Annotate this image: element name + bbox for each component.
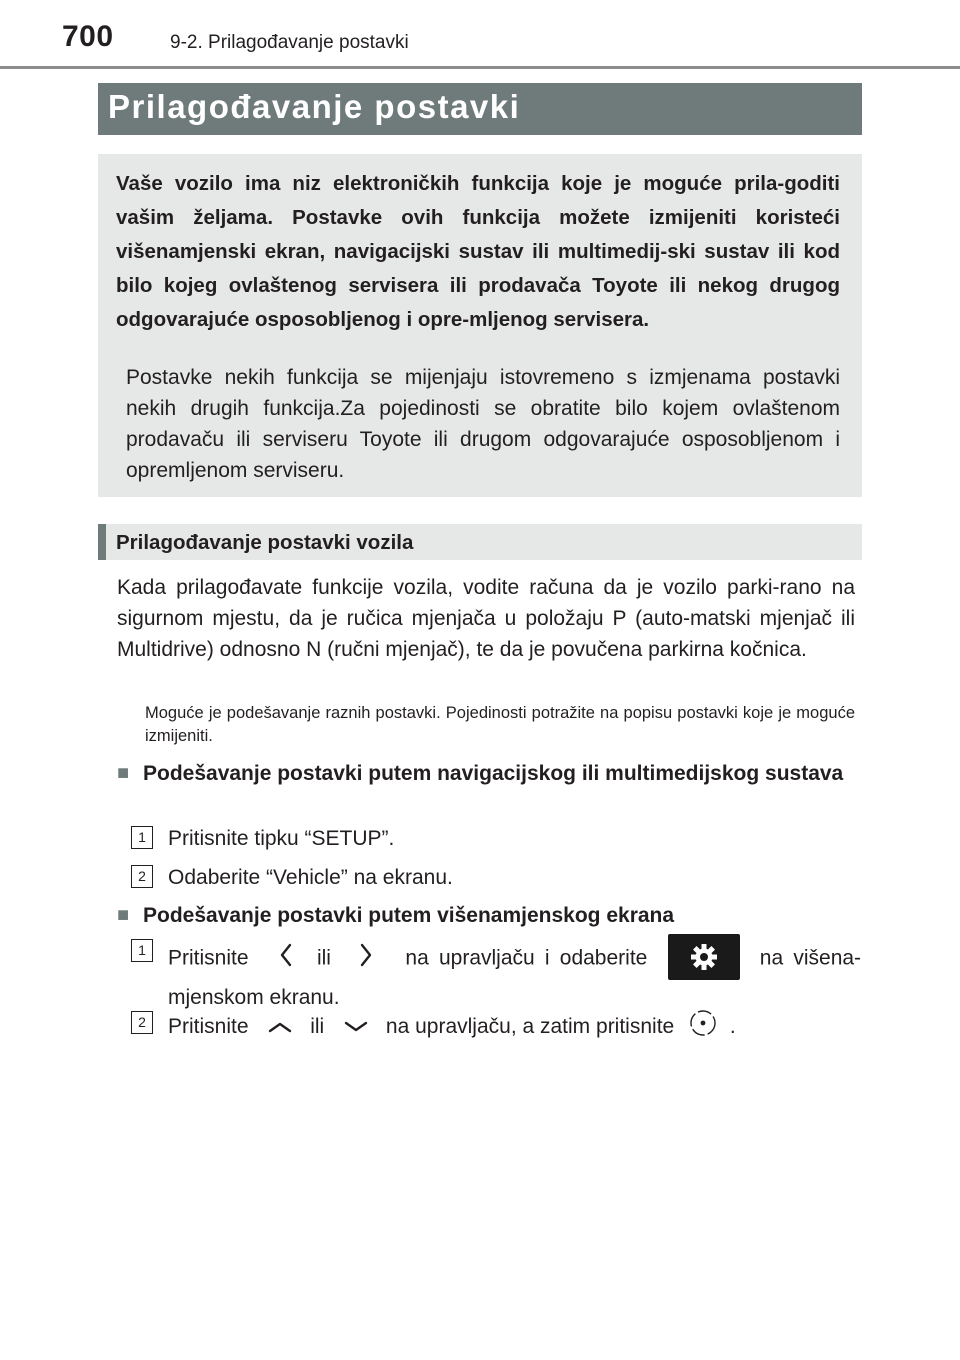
step-text-part: Pritisnite	[168, 1015, 249, 1039]
header-divider	[0, 66, 960, 69]
chevron-down-icon	[342, 1012, 370, 1043]
step-text-part: na upravljaču, a zatim pritisnite	[385, 1015, 675, 1039]
step-text-part: ili	[310, 1015, 325, 1039]
step-item	[131, 823, 861, 854]
step-number: 2	[131, 865, 153, 888]
chevron-right-icon	[359, 942, 373, 977]
step-number: 1	[131, 826, 153, 849]
chevron-up-icon	[266, 1012, 294, 1043]
step-text-part: Pritisnite	[168, 946, 249, 970]
page-number: 700	[62, 20, 114, 53]
bullet-heading-multi-display	[117, 900, 857, 931]
chevron-left-icon	[279, 942, 293, 977]
step-text	[168, 1008, 861, 1047]
section-heading-bar	[98, 524, 862, 560]
step-item	[131, 862, 861, 893]
intro-text: Vaše vozilo ima niz elektroničkih funkcija koje je moguće prila-goditi vašim željama. Postavke ovih funkcija možete izmijeniti koristeći višenamjenski ekran, navigacijski sustav ili multimedij-ski sustav ili kod bilo kojeg ovlaštenog servisera ili prodavača Toyote ili nekog drugog odgovarajuće osposobljenog i opre-mljenog servisera.	[116, 172, 840, 331]
section-heading: Prilagođavanje postavki vozila	[116, 531, 414, 554]
step-item	[131, 1008, 861, 1047]
page-title: Prilagođavanje postavki	[108, 88, 521, 125]
section-reference: 9-2. Prilagođavanje postavki	[170, 32, 409, 53]
bullet-heading-text: Podešavanje postavki putem navigacijskog ili multimedijskog sustava	[143, 762, 844, 785]
step-text: Pritisnite tipku “SETUP”.	[168, 827, 395, 850]
chapter-title-bar	[98, 83, 862, 135]
bullet-heading-navigation	[117, 758, 857, 789]
step-text-part: na upravljaču i odaberite	[405, 946, 648, 970]
enter-button-icon	[688, 1008, 718, 1047]
step-text-part: na višena-mjenskom ekranu.	[168, 946, 862, 1009]
section-paragraph: Kada prilagođavate funkcije vozila, vodite računa da je vozilo parki-rano na sigurnom mjestu, da je ručica mjenjača u položaju P (auto-matski mjenjač ili Multidrive) odnosno N (ručni mjenjač), te da je povučena parkirna kočnica.	[117, 576, 855, 661]
step-text-part: .	[729, 1015, 736, 1039]
step-text: Odaberite “Vehicle” na ekranu.	[168, 866, 453, 889]
step-text-part: ili	[316, 946, 331, 970]
intro-note: Postavke nekih funkcija se mijenjaju istovremeno s izmjenama postavki nekih drugih funkcija.Za pojedinosti se obratite bilo kojem ovlaštenom prodavaču ili serviseru Toyote ili drugom odgovarajuće osposobljenom i opremljenom serviseru.	[126, 366, 840, 482]
step-number: 2	[131, 1011, 153, 1034]
settings-gear-icon	[668, 934, 740, 980]
step-item	[131, 936, 861, 1013]
step-text	[168, 936, 861, 1013]
step-number: 1	[131, 939, 153, 962]
intro-box	[98, 154, 862, 497]
bullet-heading-text: Podešavanje postavki putem višenamjenskog ekrana	[143, 904, 675, 927]
section-heading-accent	[98, 524, 106, 560]
section-note: Moguće je podešavanje raznih postavki. Pojedinosti potražite na popisu postavki koje je moguće izmijeniti.	[145, 704, 855, 745]
bullet-marker: ■	[117, 762, 130, 784]
bullet-marker: ■	[117, 904, 130, 926]
